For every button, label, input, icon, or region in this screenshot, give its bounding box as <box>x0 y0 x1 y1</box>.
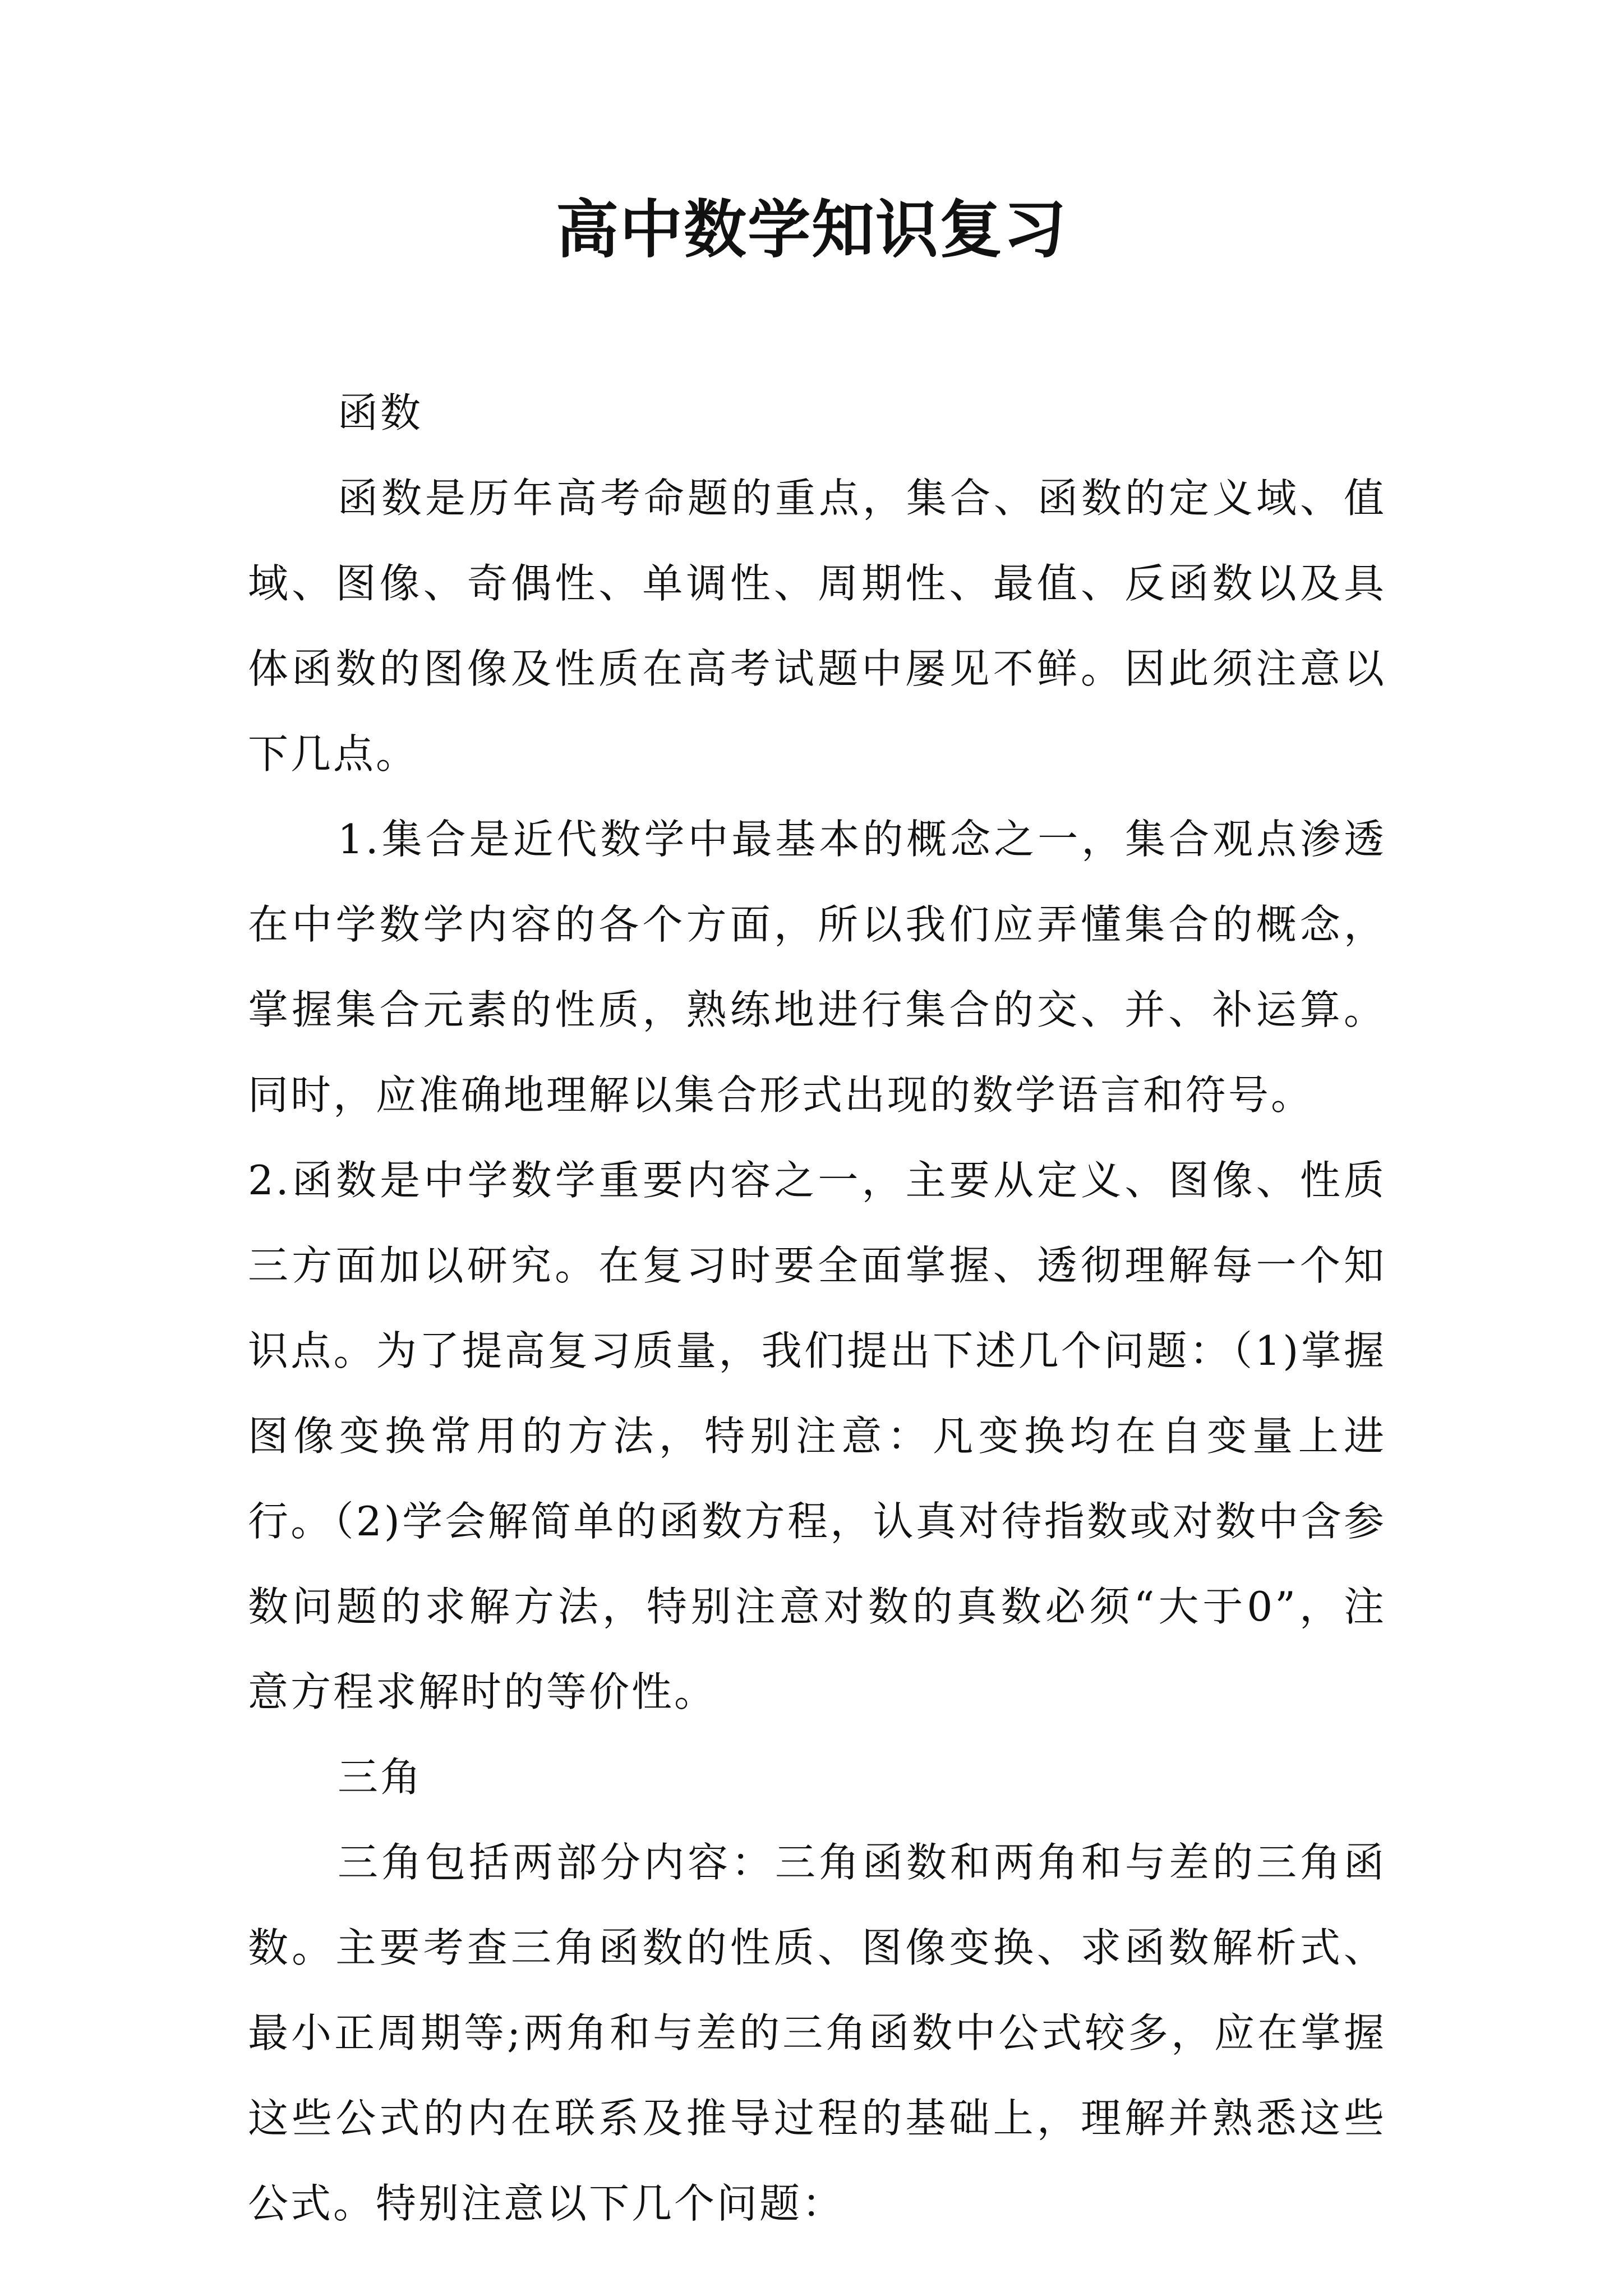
paragraph-point-1: 1.集合是近代数学中最基本的概念之一，集合观点渗透在中学数学内容的各个方面，所以我们应弄懂集合的概念，掌握集合元素的性质，熟练地进行集合的交、并、补运算。同时，应准确地理解以集合形式出现的数学语言和符号。 <box>248 816 1386 1119</box>
section-heading-trigonometry: 三角 <box>338 1754 423 1801</box>
section-heading-function: 函数 <box>338 389 423 436</box>
paragraph-trigonometry-intro: 三角包括两部分内容：三角函数和两角和与差的三角函数。主要考查三角函数的性质、图像变换、求函数解析式、最小正周期等;两角和与差的三角函数中公式较多，应在掌握这些公式的内在联系及推导过程的基础上，理解并熟悉这些公式。特别注意以下几个问题： <box>248 1839 1386 2227</box>
document-body <box>248 370 1386 2246</box>
paragraph-function-intro: 函数是历年高考命题的重点，集合、函数的定义域、值域、图像、奇偶性、单调性、周期性、最值、反函数以及具体函数的图像及性质在高考试题中屡见不鲜。因此须注意以下几点。 <box>248 475 1386 777</box>
paragraph-point-2: 2.函数是中学数学重要内容之一，主要从定义、图像、性质三方面加以研究。在复习时要全面掌握、透彻理解每一个知识点。为了提高复习质量，我们提出下述几个问题：（1)掌握图像变换常用的方法，特别注意：凡变换均在自变量上进行。（2)学会解简单的函数方程，认真对待指数或对数中含参数问题的求解方法，特别注意对数的真数必须“大于0”，注意方程求解时的等价性。 <box>248 1157 1386 1715</box>
document-title: 高中数学知识复习 <box>556 193 1067 266</box>
